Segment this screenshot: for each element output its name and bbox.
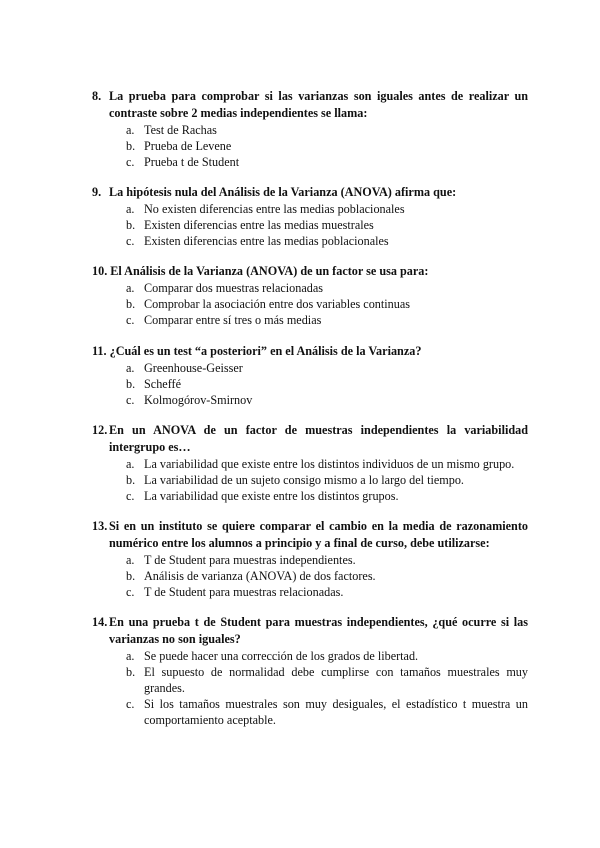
option-text: El supuesto de normalidad debe cumplirse con tamaños muestrales muy grandes. [144,665,528,695]
option-b [92,138,528,154]
option-text: La variabilidad que existe entre los distintos individuos de un mismo grupo. [144,457,515,471]
option-letter: b. [126,297,136,311]
question-number: 8. [92,89,102,103]
question-number: 9. [92,185,102,199]
question-11 [92,343,528,408]
option-a [92,201,528,217]
option-text: Comparar entre sí tres o más medias [144,313,322,327]
question-heading [92,422,528,456]
option-b [92,296,528,312]
question-9 [92,184,528,249]
option-c [92,488,528,504]
option-text: Prueba de Levene [144,139,232,153]
option-letter: b. [126,665,136,679]
option-letter: c. [126,489,135,503]
question-heading [92,263,528,280]
option-b [92,217,528,233]
question-text: La prueba para comprobar si las varianzas son iguales antes de realizar un contraste sobre 2 medias independientes se llama: [109,89,528,120]
option-letter: b. [126,377,136,391]
option-text: La variabilidad que existe entre los distintos grupos. [144,489,399,503]
option-b [92,376,528,392]
option-text: Prueba t de Student [144,155,240,169]
option-c [92,392,528,408]
option-c [92,696,528,728]
options-list [92,122,528,170]
question-heading [92,184,528,201]
options-list [92,552,528,600]
question-heading [92,343,528,360]
option-letter: c. [126,585,135,599]
option-text: T de Student para muestras independientes. [144,553,356,567]
option-letter: c. [126,697,135,711]
question-8 [92,88,528,170]
option-letter: c. [126,313,135,327]
option-letter: b. [126,569,136,583]
options-list [92,360,528,408]
option-letter: a. [126,649,135,663]
option-text: Existen diferencias entre las medias poblacionales [144,234,389,248]
option-text: Test de Rachas [144,123,217,137]
question-text: Si en un instituto se quiere comparar el cambio en la media de razonamiento numérico entre los alumnos a principio y a final de curso, debe utilizarse: [109,519,528,550]
option-text: La variabilidad de un sujeto consigo mismo a lo largo del tiempo. [144,473,464,487]
question-heading [92,518,528,552]
option-text: Análisis de varianza (ANOVA) de dos factores. [144,569,376,583]
option-text: Scheffé [144,377,181,391]
option-letter: c. [126,234,135,248]
option-letter: b. [126,139,136,153]
question-number: 13. [92,519,108,533]
option-a [92,360,528,376]
question-heading [92,614,528,648]
question-text: El Análisis de la Varianza (ANOVA) de un factor se usa para: [110,264,429,278]
question-10 [92,263,528,328]
option-a [92,648,528,664]
option-a [92,456,528,472]
option-letter: c. [126,393,135,407]
option-text: Greenhouse-Geisser [144,361,243,375]
option-text: Kolmogórov-Smirnov [144,393,253,407]
option-b [92,472,528,488]
option-text: Si los tamaños muestrales son muy desiguales, el estadístico t muestra un comportamiento aceptable. [144,697,528,727]
question-number: 14. [92,615,108,629]
option-a [92,552,528,568]
option-text: Se puede hacer una corrección de los grados de libertad. [144,649,419,663]
option-letter: b. [126,218,136,232]
option-letter: a. [126,457,135,471]
question-number: 12. [92,423,108,437]
question-text: La hipótesis nula del Análisis de la Varianza (ANOVA) afirma que: [109,185,457,199]
option-text: Comprobar la asociación entre dos variables continuas [144,297,411,311]
question-12 [92,422,528,504]
question-number: 10. [92,264,108,278]
question-14 [92,614,528,728]
option-letter: a. [126,553,135,567]
option-text: T de Student para muestras relacionadas. [144,585,344,599]
question-13 [92,518,528,600]
question-text: En un ANOVA de un factor de muestras independientes la variabilidad intergrupo es… [109,423,528,454]
option-c [92,312,528,328]
option-letter: a. [126,123,135,137]
option-letter: a. [126,281,135,295]
question-text: En una prueba t de Student para muestras independientes, ¿qué ocurre si las varianzas no son iguales? [109,615,528,646]
option-letter: a. [126,202,135,216]
question-heading [92,88,528,122]
option-text: Comparar dos muestras relacionadas [144,281,324,295]
options-list [92,648,528,728]
options-list [92,456,528,504]
option-b [92,568,528,584]
option-b [92,664,528,696]
option-text: Existen diferencias entre las medias muestrales [144,218,374,232]
options-list [92,201,528,249]
option-c [92,233,528,249]
options-list [92,280,528,328]
option-letter: a. [126,361,135,375]
option-a [92,280,528,296]
option-letter: c. [126,155,135,169]
option-c [92,584,528,600]
option-c [92,154,528,170]
option-text: No existen diferencias entre las medias poblacionales [144,202,405,216]
question-text: ¿Cuál es un test “a posteriori” en el Análisis de la Varianza? [109,344,422,358]
question-number: 11. [92,344,107,358]
option-letter: b. [126,473,136,487]
option-a [92,122,528,138]
